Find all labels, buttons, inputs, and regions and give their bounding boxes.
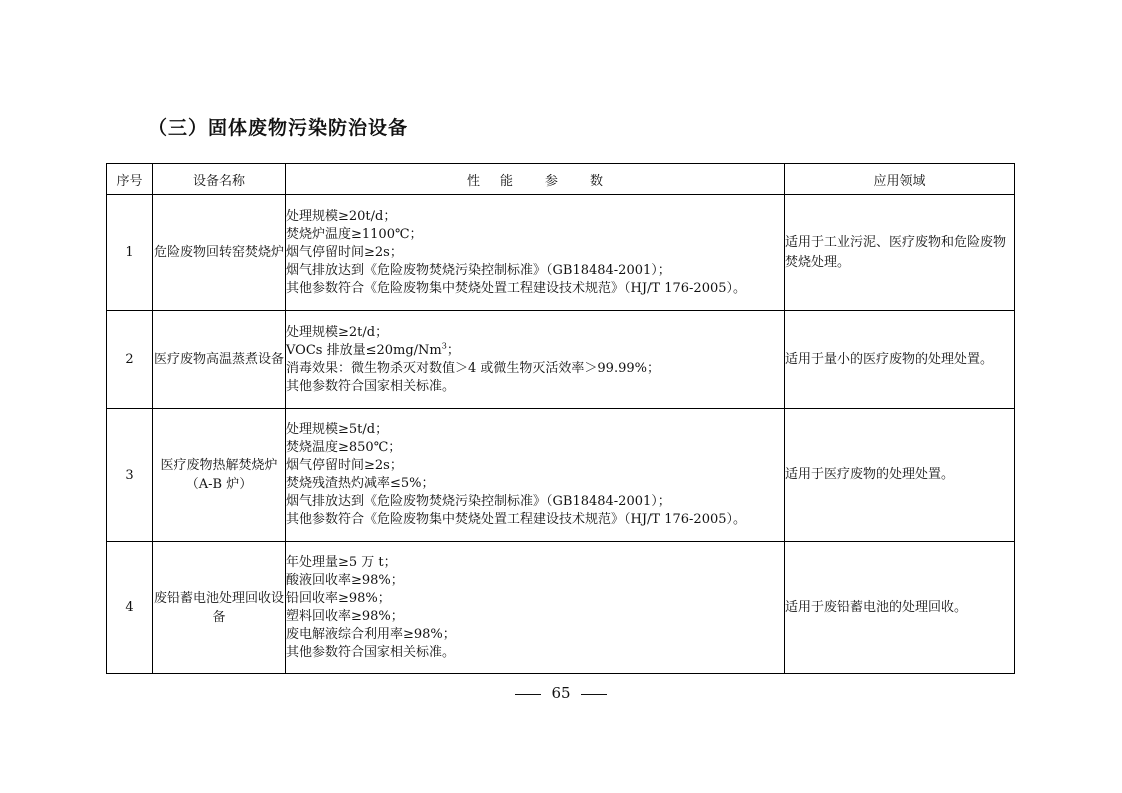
param-line: 处理规模≥2t/d； — [286, 324, 389, 340]
row-name: 医疗废物高温蒸煮设备 — [153, 311, 286, 409]
row-index: 2 — [107, 311, 153, 409]
param-line: 处理规模≥5t/d； — [286, 422, 389, 437]
param-line: 焚烧温度≥850℃； — [286, 440, 402, 455]
param-line: 烟气停留时间≥2s； — [286, 244, 403, 260]
table-row — [107, 195, 1015, 311]
param-line: 酸液回收率≥98%； — [286, 572, 404, 588]
param-line: 塑料回收率≥98%； — [286, 608, 404, 624]
row-name: 危险废物回转窑焚烧炉 — [153, 195, 286, 311]
row-index: 1 — [107, 195, 153, 311]
row-area: 适用于废铅蓄电池的处理回收。 — [785, 542, 1015, 674]
row-params — [286, 409, 785, 542]
header-name: 设备名称 — [153, 164, 286, 195]
param-line: 废电解液综合利用率≥98%； — [286, 626, 456, 642]
param-line: 消毒效果：微生物杀灭对数值＞4 或微生物灭活效率＞99.99%； — [286, 360, 660, 376]
param-line: 焚烧炉温度≥1100℃； — [286, 226, 423, 242]
param-line: 其他参数符合《危险废物集中焚烧处置工程建设技术规范》（HJ/T 176-2005）。 — [286, 512, 747, 527]
row-index: 3 — [107, 409, 153, 542]
param-line: 其他参数符合国家相关标准。 — [286, 644, 456, 660]
row-params — [286, 542, 785, 674]
header-area: 应用领域 — [785, 164, 1015, 195]
row-name: 医疗废物热解焚烧炉（A-B 炉） — [153, 409, 286, 542]
param-line: 烟气排放达到《危险废物焚烧污染控制标准》（GB18484-2001）； — [286, 494, 671, 509]
row-name: 废铅蓄电池处理回收设备 — [153, 542, 286, 674]
param-line: 铅回收率≥98%； — [286, 590, 391, 606]
row-params — [286, 311, 785, 409]
equipment-table — [106, 163, 1015, 674]
row-area: 适用于工业污泥、医疗废物和危险废物焚烧处理。 — [785, 195, 1015, 311]
param-line: 其他参数符合《危险废物集中焚烧处置工程建设技术规范》（HJ/T 176-2005）。 — [286, 280, 747, 296]
table-row — [107, 311, 1015, 409]
param-line: 处理规模≥20t/d； — [286, 208, 397, 224]
header-params: 性 能 参 数 — [286, 164, 785, 195]
param-line: 烟气停留时间≥2s； — [286, 458, 403, 473]
dash-left — [515, 694, 541, 695]
section-title: （三）固体废物污染防治设备 — [148, 117, 409, 139]
page-number: 65 — [0, 684, 1122, 702]
dash-right — [581, 694, 607, 695]
header-index: 序号 — [107, 164, 153, 195]
param-line: 年处理量≥5 万 t； — [286, 554, 397, 570]
param-line: 烟气排放达到《危险废物焚烧污染控制标准》（GB18484-2001）； — [286, 262, 671, 278]
param-line: VOCs 排放量$\le 20mg/Nm^3$； — [286, 341, 460, 358]
row-index: 4 — [107, 542, 153, 674]
param-line: 焚烧残渣热灼减率≤5%； — [286, 476, 435, 491]
param-line: 其他参数符合国家相关标准。 — [286, 378, 456, 394]
table-row — [107, 409, 1015, 542]
row-params — [286, 195, 785, 311]
row-area: 适用于医疗废物的处理处置。 — [785, 409, 1015, 542]
table-header-row — [107, 164, 1015, 195]
row-area: 适用于量小的医疗废物的处理处置。 — [785, 311, 1015, 409]
table-row — [107, 542, 1015, 674]
